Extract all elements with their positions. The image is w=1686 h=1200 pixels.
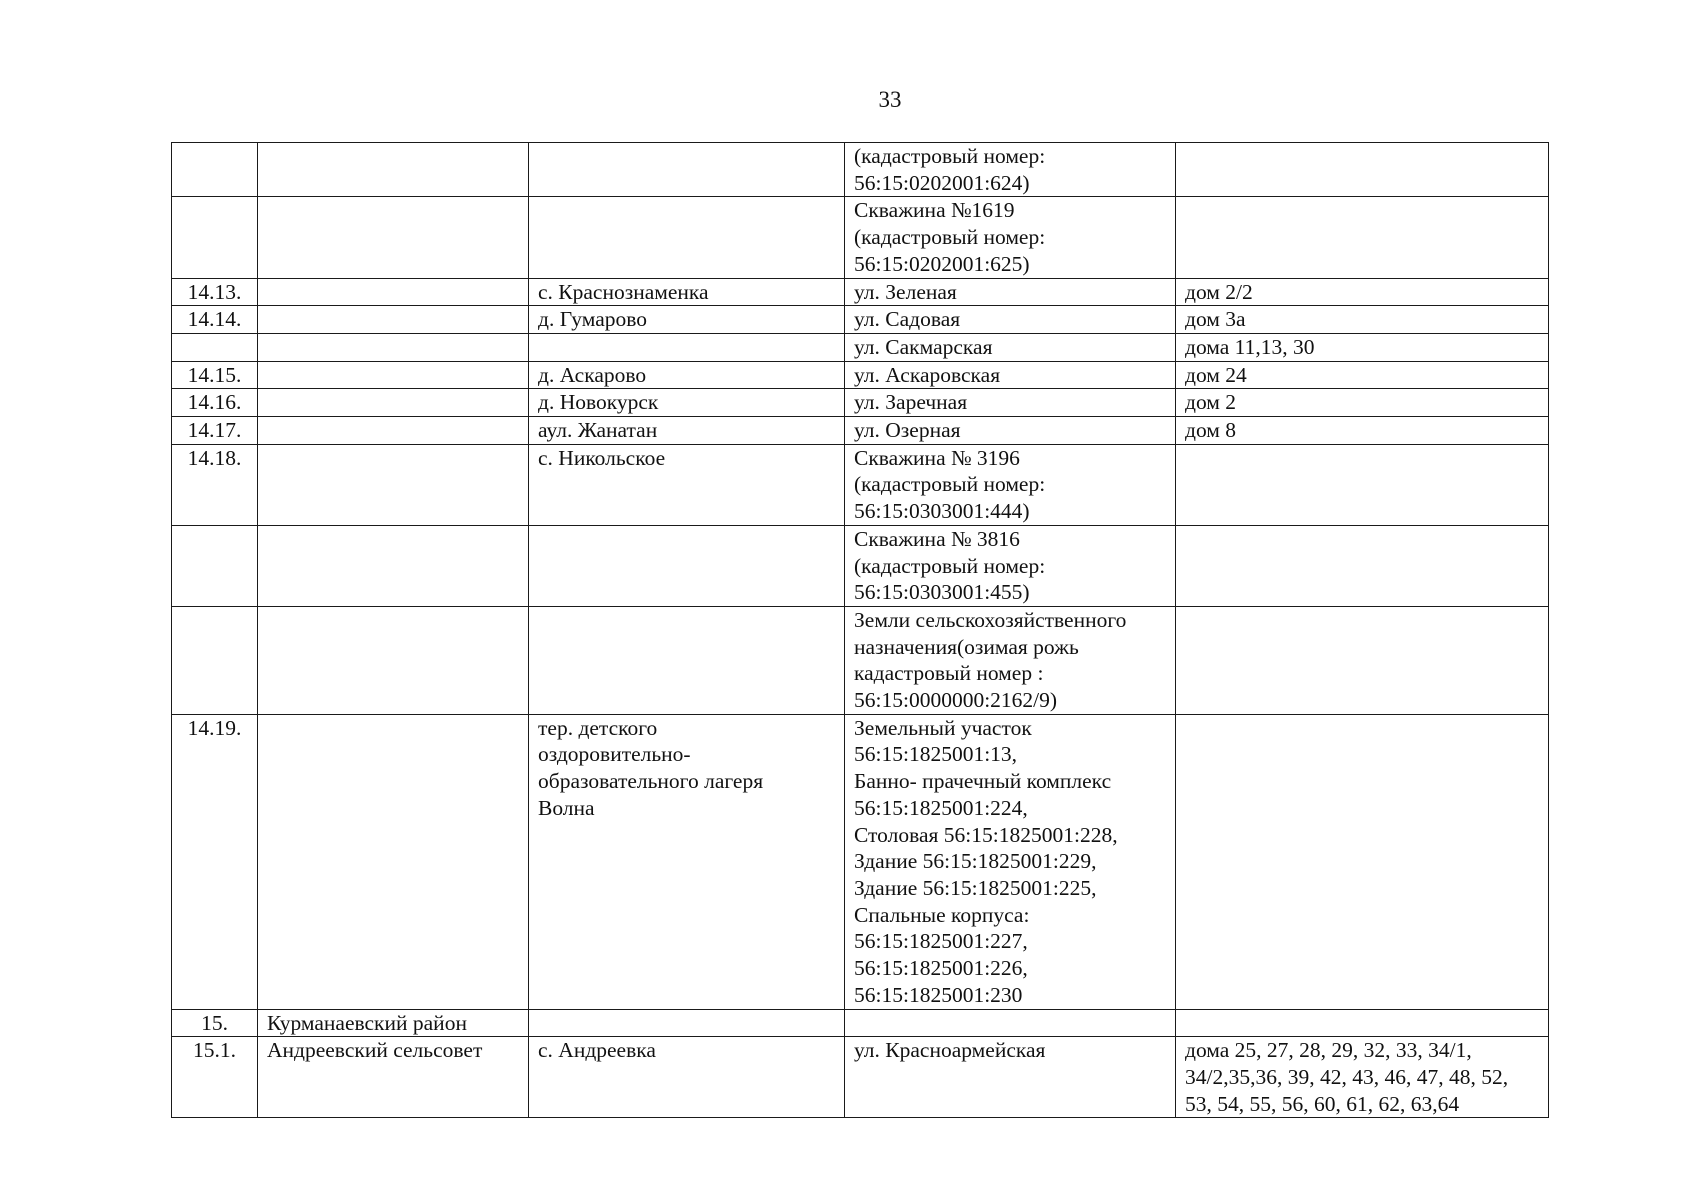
object-cell: Земельный участок 56:15:1825001:13, Банно- прачечный комплекс 56:15:1825001:224, Столовая 56:15:1825001:228, Здание 56:15:1825001:229, Здание 56:15:1825001:225, Спальные корпуса: 56:15:1825001:227, 56:15:1825001:226, 56:15:1825001:230: [845, 714, 1176, 1009]
table-row: [172, 1009, 1549, 1037]
settlement-cell: [529, 333, 845, 361]
houses-cell: [1176, 606, 1549, 714]
table-row: [172, 606, 1549, 714]
district-cell: [258, 525, 529, 606]
object-cell: ул. Сакмарская: [845, 333, 1176, 361]
district-cell: [258, 714, 529, 1009]
district-cell: [258, 444, 529, 525]
row-number: [172, 143, 258, 197]
houses-cell: дом 8: [1176, 417, 1549, 445]
table-row: [172, 278, 1549, 306]
object-cell: ул. Садовая: [845, 306, 1176, 334]
houses-cell: [1176, 143, 1549, 197]
row-number: 14.18.: [172, 444, 258, 525]
table-row: [172, 306, 1549, 334]
settlement-cell: с. Краснознаменка: [529, 278, 845, 306]
district-cell: [258, 417, 529, 445]
table-row: [172, 333, 1549, 361]
settlement-cell: д. Гумарово: [529, 306, 845, 334]
houses-cell: дом 24: [1176, 361, 1549, 389]
district-cell: [258, 361, 529, 389]
houses-cell: [1176, 714, 1549, 1009]
row-number: [172, 606, 258, 714]
table-row: [172, 417, 1549, 445]
row-number: 14.19.: [172, 714, 258, 1009]
row-number: [172, 197, 258, 278]
houses-cell: [1176, 1009, 1549, 1037]
row-number: 15.1.: [172, 1037, 258, 1118]
settlement-cell: с. Андреевка: [529, 1037, 845, 1118]
settlement-cell: [529, 606, 845, 714]
settlement-cell: [529, 525, 845, 606]
object-cell: ул. Аскаровская: [845, 361, 1176, 389]
district-cell: [258, 278, 529, 306]
settlements-table: [171, 142, 1549, 1118]
table-row: [172, 361, 1549, 389]
settlement-cell: д. Новокурск: [529, 389, 845, 417]
settlement-cell: с. Никольское: [529, 444, 845, 525]
district-cell: [258, 306, 529, 334]
settlement-cell: аул. Жанатан: [529, 417, 845, 445]
houses-cell: [1176, 444, 1549, 525]
table-row: [172, 143, 1549, 197]
settlement-cell: [529, 197, 845, 278]
settlement-cell: д. Аскарово: [529, 361, 845, 389]
object-cell: ул. Зеленая: [845, 278, 1176, 306]
object-cell: Скважина №1619 (кадастровый номер: 56:15:0202001:625): [845, 197, 1176, 278]
district-cell: [258, 606, 529, 714]
district-cell: [258, 197, 529, 278]
houses-cell: дом 3а: [1176, 306, 1549, 334]
district-cell: Курманаевский район: [258, 1009, 529, 1037]
district-cell: [258, 333, 529, 361]
row-number: [172, 525, 258, 606]
object-cell: Скважина № 3196 (кадастровый номер: 56:15:0303001:444): [845, 444, 1176, 525]
district-cell: [258, 389, 529, 417]
houses-cell: [1176, 525, 1549, 606]
settlement-cell: [529, 143, 845, 197]
row-number: 14.17.: [172, 417, 258, 445]
houses-cell: [1176, 197, 1549, 278]
table-row: [172, 525, 1549, 606]
object-cell: [845, 1009, 1176, 1037]
row-number: 14.16.: [172, 389, 258, 417]
houses-cell: дома 11,13, 30: [1176, 333, 1549, 361]
houses-cell: дом 2: [1176, 389, 1549, 417]
object-cell: ул. Озерная: [845, 417, 1176, 445]
object-cell: Скважина № 3816 (кадастровый номер: 56:15:0303001:455): [845, 525, 1176, 606]
table-row: [172, 444, 1549, 525]
table-row: [172, 714, 1549, 1009]
table-row: [172, 197, 1549, 278]
page-number: 33: [878, 87, 902, 112]
district-cell: Андреевский сельсовет: [258, 1037, 529, 1118]
table-row: [172, 389, 1549, 417]
houses-cell: дома 25, 27, 28, 29, 32, 33, 34/1, 34/2,35,36, 39, 42, 43, 46, 47, 48, 52, 53, 54, 55, 56, 60, 61, 62, 63,64: [1176, 1037, 1549, 1118]
object-cell: ул. Красноармейская: [845, 1037, 1176, 1118]
settlement-cell: тер. детского оздоровительно- образовательного лагеря Волна: [529, 714, 845, 1009]
row-number: 15.: [172, 1009, 258, 1037]
row-number: [172, 333, 258, 361]
row-number: 14.14.: [172, 306, 258, 334]
houses-cell: дом 2/2: [1176, 278, 1549, 306]
table-row: [172, 1037, 1549, 1118]
row-number: 14.13.: [172, 278, 258, 306]
object-cell: ул. Заречная: [845, 389, 1176, 417]
district-cell: [258, 143, 529, 197]
object-cell: (кадастровый номер: 56:15:0202001:624): [845, 143, 1176, 197]
settlement-cell: [529, 1009, 845, 1037]
object-cell: Земли сельскохозяйственного назначения(озимая рожь кадастровый номер : 56:15:0000000:2162/9): [845, 606, 1176, 714]
row-number: 14.15.: [172, 361, 258, 389]
